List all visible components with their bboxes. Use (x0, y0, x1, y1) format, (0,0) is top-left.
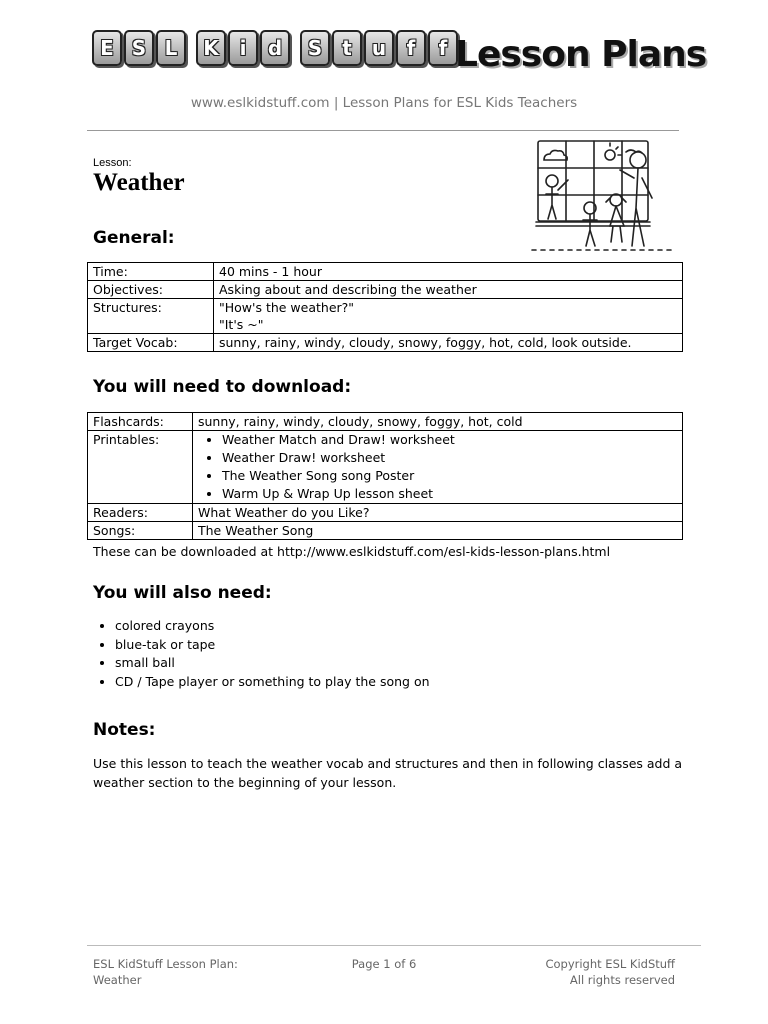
table-row (88, 281, 683, 299)
structure-question: "How's the weather?" (219, 300, 355, 315)
row-label-time: Time: (88, 263, 214, 281)
row-value-printables (193, 431, 683, 504)
also-need-heading: You will also need: (93, 583, 272, 603)
lesson-label: Lesson: (93, 157, 132, 169)
logo-letter-block: K (196, 30, 226, 66)
list-item: • CD / Tape player or something to play the song on (115, 673, 430, 692)
footer-lesson-name: Weather (93, 973, 142, 987)
printables-list (198, 431, 677, 503)
row-value-target-vocab: sunny, rainy, windy, cloudy, snowy, foggy, hot, cold, look outside. (214, 334, 683, 352)
lesson-title: Weather (93, 169, 185, 196)
download-table (87, 412, 683, 540)
row-value-objectives: Asking about and describing the weather (214, 281, 683, 299)
row-label-songs: Songs: (88, 522, 193, 540)
page-number: Page 1 of 6 (351, 957, 417, 971)
row-label-objectives: Objectives: (88, 281, 214, 299)
site-tagline: www.eslkidstuff.com | Lesson Plans for ESL Kids Teachers (190, 95, 578, 111)
header-divider (87, 130, 679, 131)
row-value-structures (214, 299, 683, 334)
row-value-flashcards: sunny, rainy, windy, cloudy, snowy, foggy, hot, cold (193, 413, 683, 431)
notes-text: Use this lesson to teach the weather vocab and structures and then in following classes add a weather section to the beginning of your lesson. (93, 756, 683, 790)
list-item: • Weather Draw! worksheet (222, 449, 677, 467)
footer-divider (87, 945, 701, 946)
structure-answer: "It's ~" (219, 317, 264, 332)
row-label-target-vocab: Target Vocab: (88, 334, 214, 352)
logo-letter-block: S (300, 30, 330, 66)
row-label-flashcards: Flashcards: (88, 413, 193, 431)
logo-letter-block: L (156, 30, 186, 66)
list-item: • Warm Up & Wrap Up lesson sheet (222, 485, 677, 503)
list-item: • small ball (115, 654, 430, 673)
list-item: • colored crayons (115, 617, 430, 636)
download-link-note: These can be downloaded at http://www.eslkidstuff.com/esl-kids-lesson-plans.html (93, 544, 611, 559)
notes-heading: Notes: (93, 720, 156, 740)
logo-letter-block: f (396, 30, 426, 66)
kids-at-window-illustration (530, 138, 675, 253)
table-row (88, 431, 683, 504)
logo-letter-block: d (260, 30, 290, 66)
logo-letter-block: E (92, 30, 122, 66)
general-heading: General: (93, 228, 175, 248)
general-table (87, 262, 683, 352)
header-title: Lesson Plans (455, 34, 707, 75)
row-value-readers: What Weather do you Like? (193, 504, 683, 522)
logo-letter-block: S (124, 30, 154, 66)
logo-letter-block: f (428, 30, 458, 66)
logo-letter-block: u (364, 30, 394, 66)
logo-letter-block (292, 30, 298, 62)
list-item: • Weather Match and Draw! worksheet (222, 431, 677, 449)
table-row (88, 334, 683, 352)
row-label-readers: Readers: (88, 504, 193, 522)
table-row (88, 299, 683, 334)
row-value-time: 40 mins - 1 hour (214, 263, 683, 281)
also-need-list (93, 617, 430, 692)
table-row (88, 263, 683, 281)
list-item: • The Weather Song song Poster (222, 467, 677, 485)
row-label-structures: Structures: (88, 299, 214, 334)
table-row (88, 413, 683, 431)
row-value-songs: The Weather Song (193, 522, 683, 540)
rights-text: All rights reserved (569, 973, 675, 987)
copyright-text: Copyright ESL KidStuff (545, 957, 675, 971)
esl-kidstuff-logo (92, 30, 458, 66)
table-row (88, 504, 683, 522)
list-item: • blue-tak or tape (115, 636, 430, 655)
footer-plan-label: ESL KidStuff Lesson Plan: (93, 957, 238, 971)
table-row (88, 522, 683, 540)
download-heading: You will need to download: (93, 377, 352, 397)
logo-letter-block (188, 30, 194, 62)
logo-letter-block: i (228, 30, 258, 66)
logo-letter-block: t (332, 30, 362, 66)
footer-right (480, 956, 675, 988)
footer-left (93, 956, 238, 988)
row-label-printables: Printables: (88, 431, 193, 504)
